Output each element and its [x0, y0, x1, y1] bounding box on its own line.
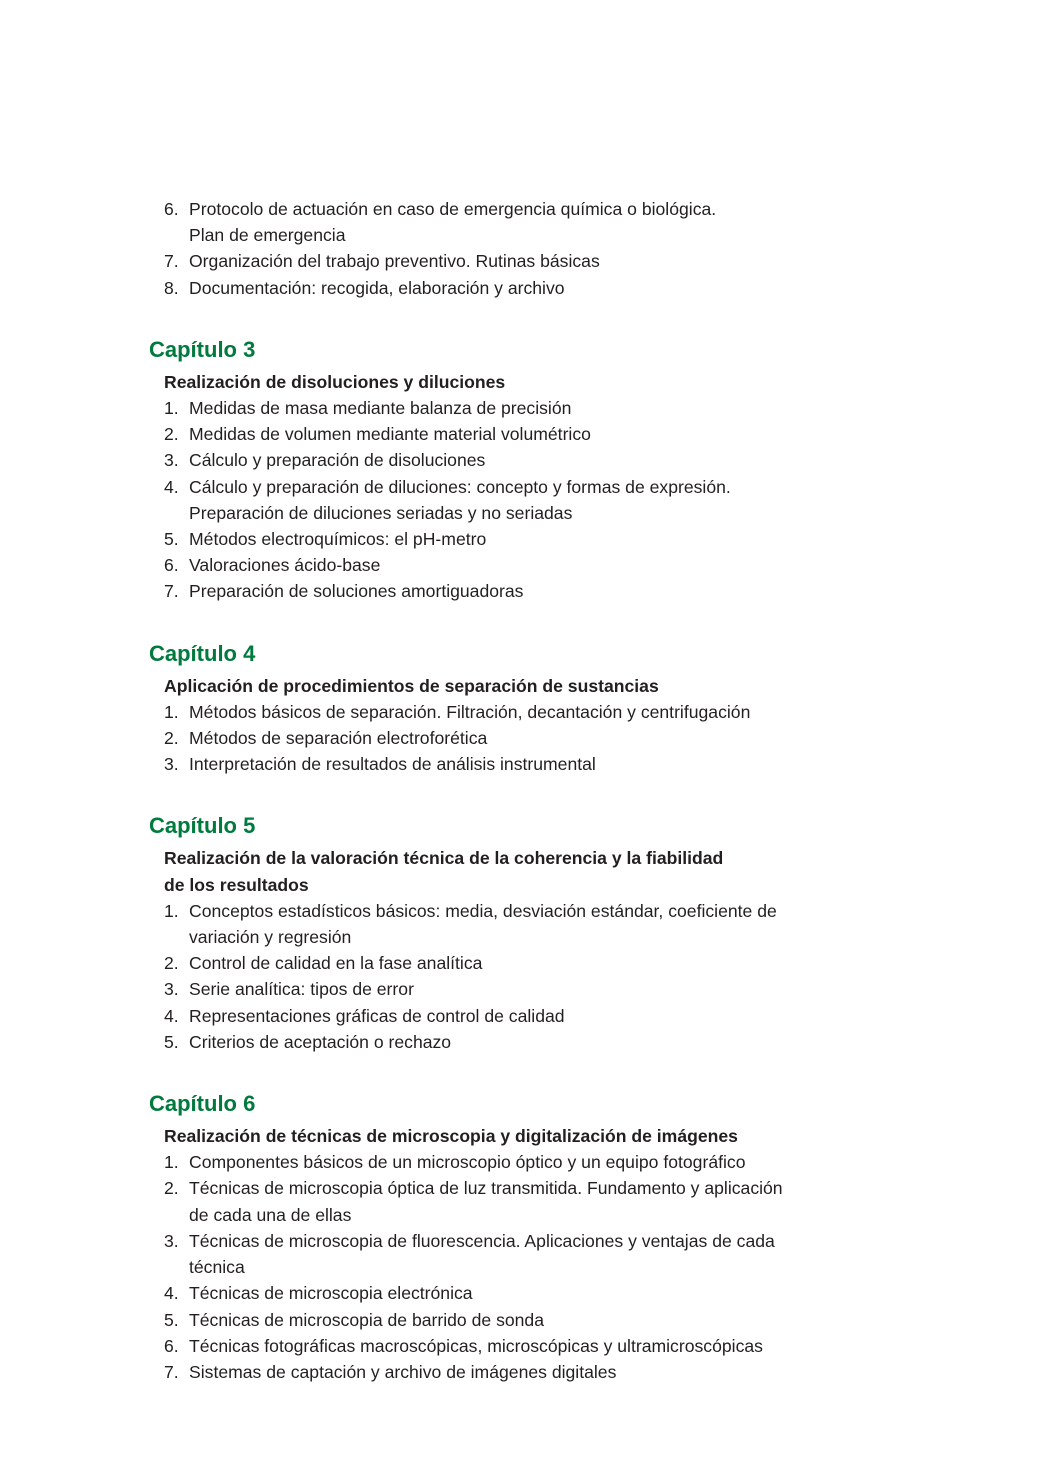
list-item: [149, 1359, 869, 1385]
item-number: 1.: [164, 398, 179, 419]
item-number: 4.: [164, 1283, 179, 1304]
item-number: 3.: [164, 1230, 179, 1251]
list-item: [149, 950, 869, 976]
item-text: Métodos básicos de separación. Filtración, decantación y centrifugación: [189, 701, 751, 722]
item-text: Interpretación de resultados de análisis instrumental: [189, 754, 596, 775]
list-item: [149, 421, 869, 447]
chapter-section: [149, 640, 869, 778]
list-item: [149, 751, 869, 777]
item-text: Organización del trabajo preventivo. Rutinas básicas: [189, 251, 600, 272]
item-text: Técnicas de microscopia de fluorescencia. Aplicaciones y ventajas de cada: [189, 1230, 775, 1251]
list-item: [149, 474, 869, 500]
list-item: [149, 552, 869, 578]
item-text: Componentes básicos de un microscopio óptico y un equipo fotográfico: [189, 1152, 746, 1173]
item-number: 6.: [164, 555, 179, 576]
list-item: [149, 976, 869, 1002]
item-number: 7.: [164, 581, 179, 602]
item-text: Técnicas de microscopia electrónica: [189, 1283, 473, 1304]
list-item: [149, 1149, 869, 1175]
item-text: Preparación de soluciones amortiguadoras: [189, 581, 524, 602]
list-item-continuation: [149, 924, 869, 950]
list-item: [149, 447, 869, 473]
chapter-subtitle: Aplicación de procedimientos de separación de sustancias: [164, 675, 659, 696]
chapter-title: Capítulo 4: [149, 640, 256, 666]
item-text-continuation: de cada una de ellas: [189, 1204, 352, 1225]
item-number: 3.: [164, 979, 179, 1000]
item-number: 4.: [164, 1005, 179, 1026]
item-text-continuation: Preparación de diluciones seriadas y no seriadas: [189, 502, 573, 523]
item-text: Técnicas de microscopia de barrido de sonda: [189, 1309, 545, 1330]
item-text: Representaciones gráficas de control de calidad: [189, 1005, 565, 1026]
list-item: [149, 1228, 869, 1254]
item-text-continuation: variación y regresión: [189, 927, 352, 948]
item-text-continuation: Plan de emergencia: [189, 225, 346, 246]
item-text: Medidas de masa mediante balanza de precisión: [189, 398, 572, 419]
item-text: Valoraciones ácido-base: [189, 555, 381, 576]
item-text: Protocolo de actuación en caso de emergencia química o biológica.: [189, 199, 717, 219]
item-text: Conceptos estadísticos básicos: media, desviación estándar, coeficiente de: [189, 900, 777, 921]
chapter-items: [149, 1149, 869, 1385]
item-number: 5.: [164, 1309, 179, 1330]
chapter-section: [149, 1090, 869, 1385]
item-text: Métodos electroquímicos: el pH-metro: [189, 529, 487, 550]
chapter-subtitle: Realización de la valoración técnica de la coherencia y la fiabilidad: [164, 848, 724, 869]
item-number: 5.: [164, 1031, 179, 1052]
item-text: Medidas de volumen mediante material volumétrico: [189, 424, 591, 445]
item-text: Sistemas de captación y archivo de imágenes digitales: [189, 1361, 617, 1382]
list-item: [149, 196, 869, 222]
item-number: 2.: [164, 953, 179, 974]
list-item: [149, 1333, 869, 1359]
item-text: Métodos de separación electroforética: [189, 728, 488, 749]
list-item: [149, 275, 869, 301]
list-item: [149, 898, 869, 924]
item-text: Documentación: recogida, elaboración y archivo: [189, 277, 565, 298]
list-item-continuation: [149, 1202, 869, 1228]
list-item: [149, 1003, 869, 1029]
item-number: 3.: [164, 450, 179, 471]
item-text: Técnicas fotográficas macroscópicas, microscópicas y ultramicroscópicas: [189, 1335, 763, 1356]
list-item: [149, 1175, 869, 1201]
item-number: 7.: [164, 1361, 179, 1382]
chapter-title: Capítulo 3: [149, 336, 256, 362]
item-number: 3.: [164, 754, 179, 775]
list-item: [149, 1307, 869, 1333]
item-number: 1.: [164, 900, 179, 921]
item-number: 5.: [164, 529, 179, 550]
chapter-subtitle: de los resultados: [164, 874, 309, 895]
intro-list: [149, 196, 869, 301]
chapter-title: Capítulo 5: [149, 813, 256, 839]
list-item-continuation: [149, 500, 869, 526]
item-number: 2.: [164, 424, 179, 445]
item-number: 8.: [164, 277, 179, 298]
chapter-title: Capítulo 6: [149, 1091, 256, 1117]
chapter-list: [149, 336, 869, 1385]
list-item: [149, 395, 869, 421]
list-item: [149, 1280, 869, 1306]
list-item: [149, 526, 869, 552]
list-item: [149, 725, 869, 751]
table-of-contents: [149, 196, 869, 1385]
item-number: 1.: [164, 701, 179, 722]
item-text: Serie analítica: tipos de error: [189, 979, 414, 1000]
item-text: Técnicas de microscopia óptica de luz transmitida. Fundamento y aplicación: [189, 1178, 783, 1199]
list-item-continuation: [149, 222, 869, 248]
list-item-continuation: [149, 1254, 869, 1280]
chapter-section: [149, 812, 869, 1055]
item-number: 4.: [164, 476, 179, 497]
item-number: 2.: [164, 1178, 179, 1199]
item-number: 1.: [164, 1152, 179, 1173]
item-text: Criterios de aceptación o rechazo: [189, 1031, 452, 1052]
chapter-subtitle: Realización de técnicas de microscopia y digitalización de imágenes: [164, 1126, 738, 1147]
list-item: [149, 248, 869, 274]
item-text-continuation: técnica: [189, 1257, 245, 1278]
chapter-items: [149, 699, 869, 778]
list-item: [149, 699, 869, 725]
chapter-items: [149, 395, 869, 605]
item-number: 7.: [164, 251, 179, 272]
chapter-section: [149, 336, 869, 605]
item-number: 2.: [164, 728, 179, 749]
chapter-subtitle: Realización de disoluciones y diluciones: [164, 371, 506, 392]
item-number: 6.: [164, 1335, 179, 1356]
item-number: 6.: [164, 199, 179, 219]
list-item: [149, 1029, 869, 1055]
item-text: Cálculo y preparación de disoluciones: [189, 450, 486, 471]
list-item: [149, 578, 869, 604]
item-text: Control de calidad en la fase analítica: [189, 953, 483, 974]
chapter-items: [149, 898, 869, 1055]
item-text: Cálculo y preparación de diluciones: concepto y formas de expresión.: [189, 476, 731, 497]
